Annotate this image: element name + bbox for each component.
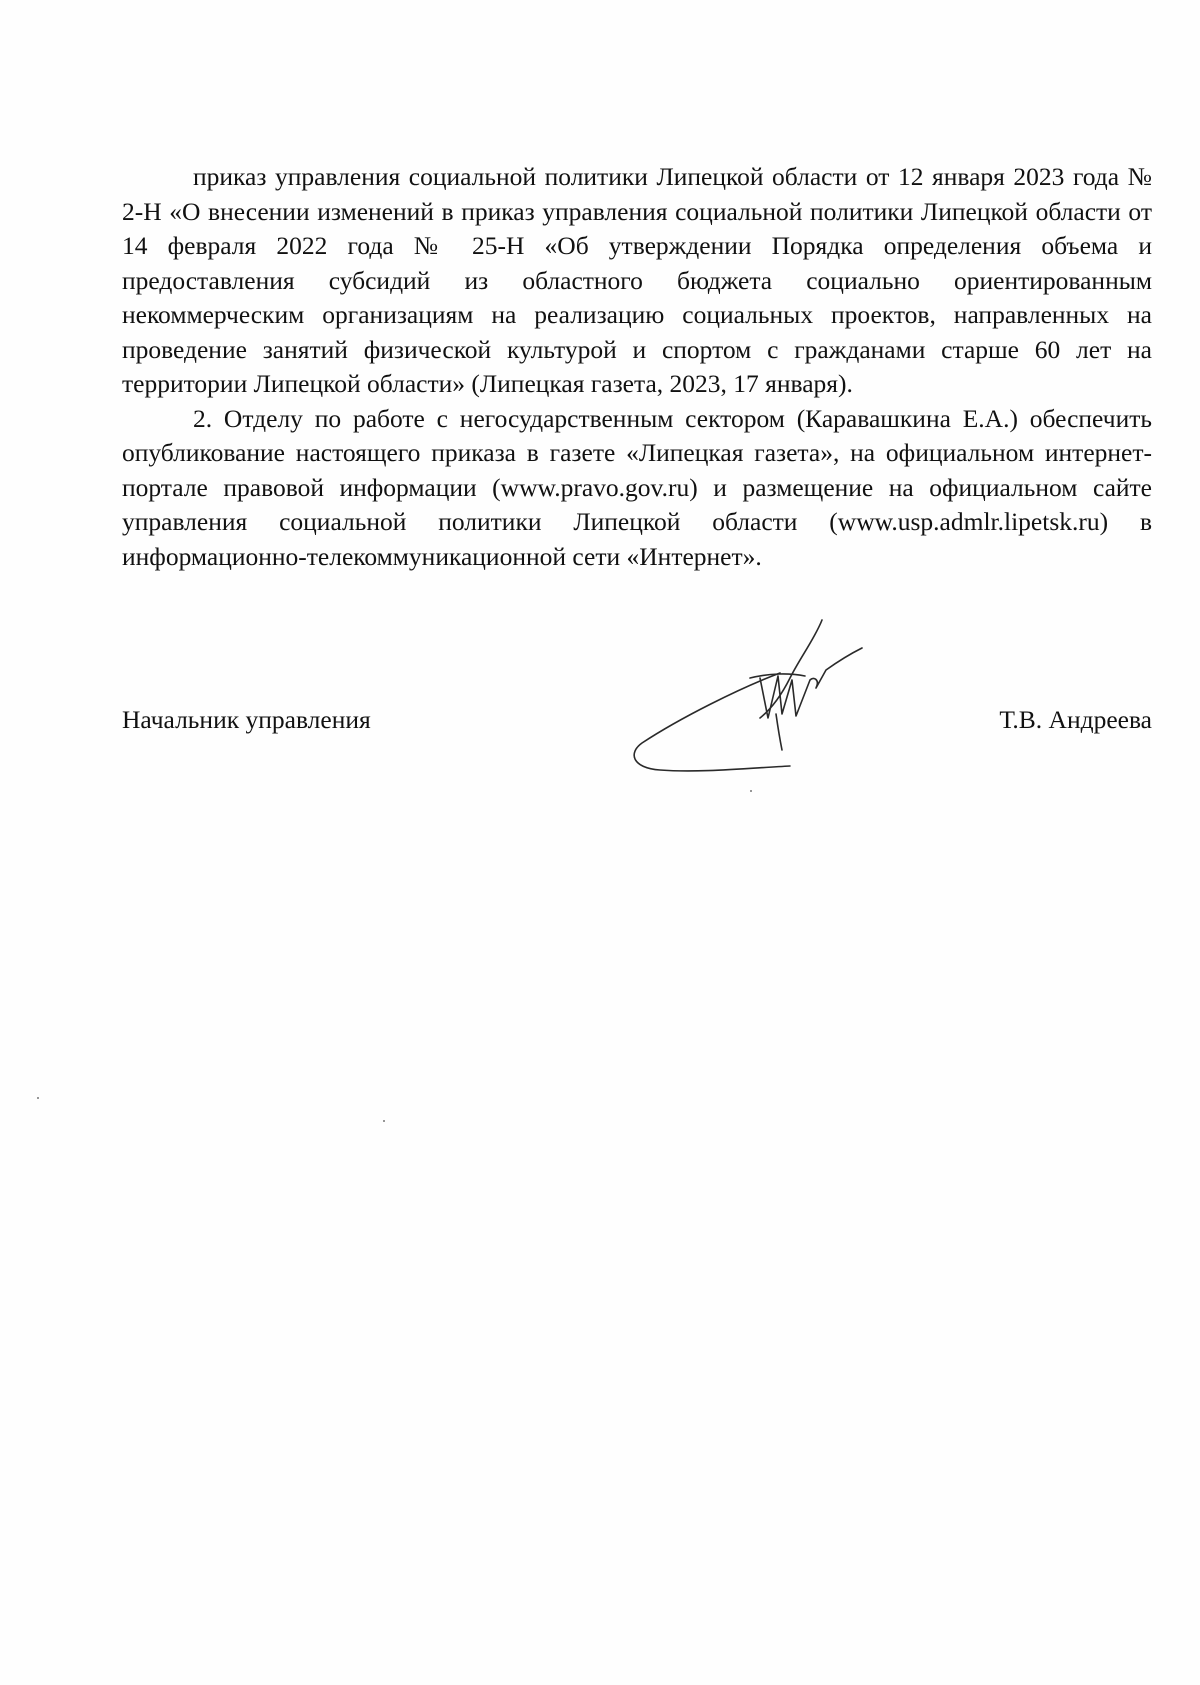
signatory-name: Т.В. Андреева [999, 705, 1152, 734]
scan-speck [750, 790, 752, 792]
scan-speck [383, 1120, 385, 1122]
paragraph-publication-instruction: 2. Отделу по работе с негосударственным сектором (Каравашкина Е.А.) обеспечить опубликование настоящего приказа в газете «Липецкая газета», на официальном интернет-портале правовой информации (www.pravo.gov.ru) и размещение на официальном сайте управления социальной политики Липецкой области (www.usp.admlr.lipetsk.ru) в информационно-телекоммуникационной сети «Интернет». [122, 403, 1152, 571]
signatory-title: Начальник управления [122, 705, 371, 734]
paragraph-order-reference: приказ управления социальной политики Липецкой области от 12 января 2023 года № 2-Н «О внесении изменений в приказ управления социальной политики Липецкой области от 14 февраля 2022 года № 25-Н «Об утверждении Порядка определения объема и предоставления субсидий из областного бюджета социально ориентированным некоммерческим организациям на реализацию социальных проектов, направленных на проведение занятий физической культурой и спортом с гражданами старше 60 лет на территории Липецкой области» (Липецкая газета, 2023, 17 января). [122, 162, 1152, 398]
signature-letters-stroke [760, 648, 862, 718]
document-body [122, 160, 1152, 574]
handwritten-signature [630, 618, 930, 798]
signature-flourish-stroke [760, 620, 822, 718]
signature-loop-stroke [634, 673, 790, 771]
scan-speck [37, 1097, 39, 1099]
signature-tail-stroke [776, 714, 782, 750]
